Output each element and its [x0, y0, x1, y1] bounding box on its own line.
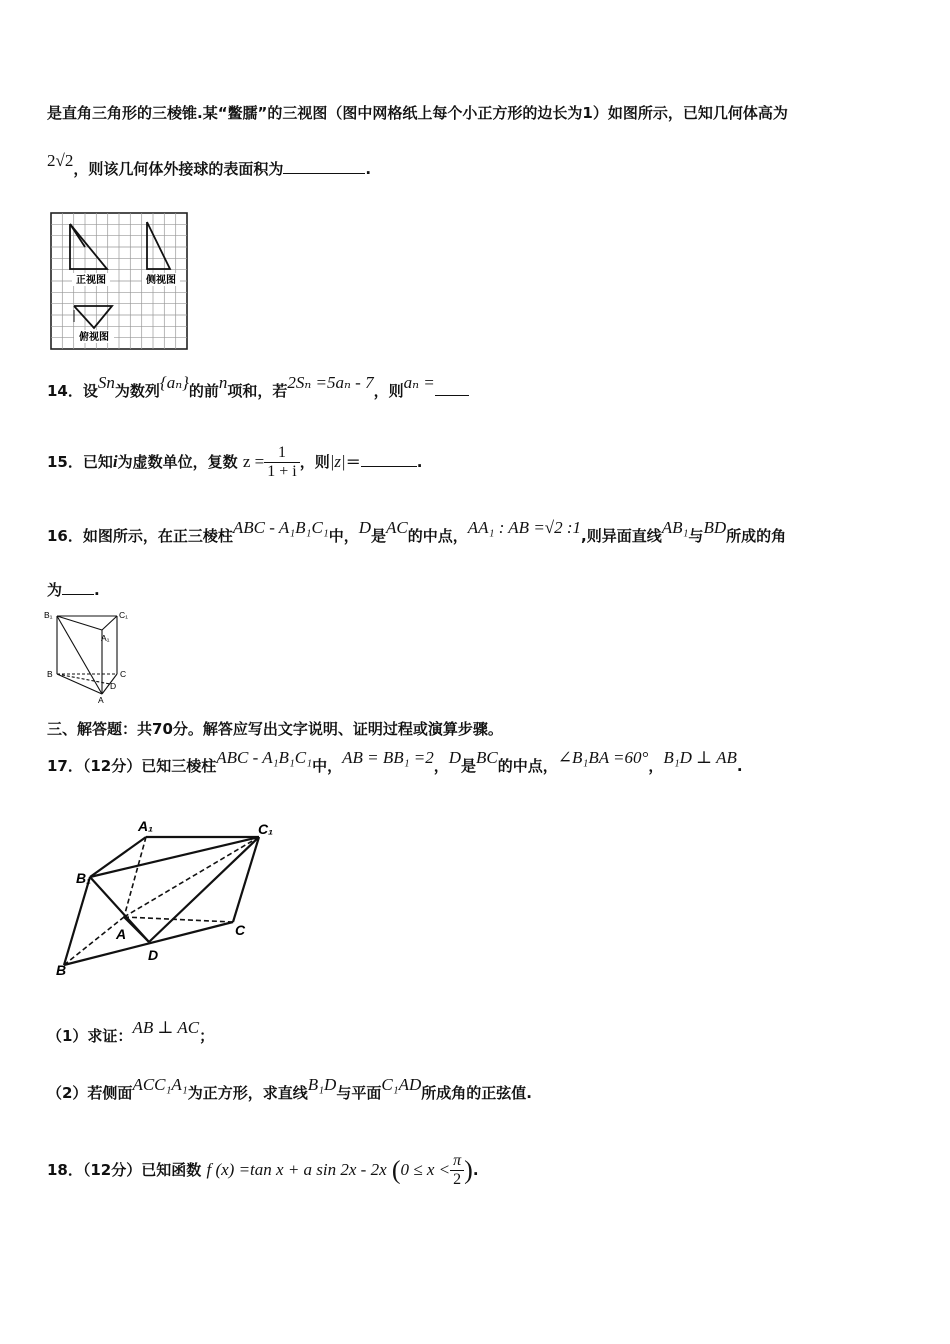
label-b1: B₁	[76, 870, 92, 886]
edge-b1b	[64, 877, 90, 965]
edge-a1a-hidden	[124, 837, 146, 917]
problem-15	[47, 444, 422, 481]
p15-i: i	[112, 452, 118, 471]
p16-t4: ,则异面直线	[581, 527, 662, 545]
p15-t1: 为虚数单位，复数	[117, 453, 238, 471]
label-a1: A₁	[138, 818, 154, 834]
label-b: B	[47, 669, 53, 679]
edge-ac-hidden	[124, 917, 233, 922]
p17-question-1	[47, 1018, 215, 1046]
answer-blank-15	[361, 452, 417, 467]
p18-cond-left: 0 ≤ x <	[400, 1160, 451, 1179]
p15-z: z =	[242, 452, 265, 471]
p18-end: .	[472, 1161, 479, 1179]
p16-line2: 为	[47, 581, 63, 599]
problem-14	[47, 373, 469, 401]
p16-t6: 所成的角	[726, 527, 787, 545]
p16-t3: 的中点，	[407, 527, 468, 545]
q2-line: B₁D	[307, 1075, 337, 1094]
p18-func: f (x) =tan x + a sin 2x - 2x	[206, 1160, 387, 1179]
p16-t5: 与	[688, 527, 704, 545]
q2-t1: 为正方形，求直线	[187, 1084, 308, 1102]
three-view-figure	[50, 212, 190, 352]
q2-label: （2）若侧面	[47, 1084, 133, 1102]
p13-line2	[47, 151, 372, 179]
p15-num: 15．已知	[47, 453, 113, 471]
q2-t2: 与平面	[336, 1084, 382, 1102]
p18-paren-left: (	[391, 1155, 401, 1185]
p16-d: D	[358, 518, 371, 537]
p14-t1: 为数列	[114, 382, 160, 400]
p16-t2: 是	[371, 527, 387, 545]
label-b1: B₁	[44, 610, 53, 620]
label-c1: C₁	[119, 610, 129, 620]
p17-t4: 的中点，	[497, 757, 558, 775]
edge-b1c1	[90, 837, 259, 877]
p16-end: .	[94, 581, 100, 599]
answer-blank-13	[283, 159, 365, 174]
p14-t2: 的前	[188, 382, 219, 400]
label-a1: A₁	[101, 633, 110, 643]
q1-label: （1）求证：	[47, 1027, 133, 1045]
p18-fraction	[450, 1152, 464, 1189]
p16-ac: AC	[386, 518, 408, 537]
p16-num: 16．如图所示，在正三棱柱	[47, 527, 233, 545]
problem-16	[47, 518, 787, 546]
p13-line2-text: ，则该几何体外接球的表面积为	[73, 160, 284, 178]
problem-17	[47, 748, 743, 776]
answer-blank-14	[435, 381, 469, 396]
p17-angle: ∠B₁BA =60°	[557, 748, 649, 767]
p14-eq: 2Sₙ =5aₙ - 7	[287, 373, 374, 392]
p14-n: n	[218, 373, 228, 392]
q2-face: ACC₁A₁	[132, 1075, 188, 1094]
p17-t3: 是	[461, 757, 477, 775]
label-a: A	[98, 695, 104, 704]
prism-figure-17	[52, 815, 282, 980]
label-c: C	[235, 922, 246, 938]
p17-t5: ，	[648, 757, 664, 775]
p13-end: .	[365, 160, 372, 178]
edge-c1a1	[102, 616, 117, 630]
p15-frac-den: 1 + i	[267, 463, 297, 480]
p17-d: D	[448, 748, 462, 767]
p15-t2: ，则	[299, 453, 330, 471]
p16-ab1: AB₁	[661, 518, 689, 537]
p14-t3: 项和，若	[227, 382, 288, 400]
label-c: C	[120, 669, 127, 679]
segment-ad	[124, 917, 149, 942]
p15-absz: |z|	[329, 452, 346, 471]
front-view-label: 正视图	[76, 275, 106, 286]
p15-t3: ＝	[345, 453, 361, 471]
answer-blank-16	[62, 580, 94, 595]
p14-t4: ，则	[373, 382, 404, 400]
section-3-header: 三、解答题：共70分。解答应写出文字说明、证明过程或演算步骤。	[47, 720, 503, 738]
q2-plane: C₁AD	[381, 1075, 422, 1094]
label-d: D	[110, 681, 117, 691]
p17-end: .	[736, 757, 743, 775]
p17-perp: B₁D ⊥ AB	[663, 748, 737, 767]
p17-bc: BC	[476, 748, 498, 767]
p14-an-seq: {aₙ}	[159, 373, 189, 392]
p15-fraction	[264, 444, 299, 481]
q1-expr: AB ⊥ AC	[132, 1018, 200, 1037]
p14-ans: aₙ =	[403, 373, 435, 392]
problem-16-line2	[47, 579, 100, 600]
label-b: B	[56, 962, 67, 978]
p18-frac-num: π	[450, 1152, 464, 1171]
label-d: D	[148, 947, 159, 963]
side-view-label: 侧视图	[146, 275, 176, 286]
p13-line1: 是直角三角形的三棱锥.某“鳖臑”的三视图（图中网格纸上每个小正方形的边长为1）如图所示，已知几何体高为	[47, 104, 788, 122]
p17-prism: ABC - A₁B₁C₁	[216, 748, 313, 767]
height-value: 2√2	[47, 151, 74, 170]
p17-num: 17．（12分）已知三棱柱	[47, 757, 217, 775]
q1-end: ；	[199, 1027, 215, 1045]
p17-question-2	[47, 1075, 532, 1103]
label-c1: C₁	[258, 821, 274, 837]
q2-t3: 所成角的正弦值.	[421, 1084, 532, 1102]
p17-t1: 中，	[312, 757, 343, 775]
p15-end: .	[416, 453, 423, 471]
edge-ba	[57, 674, 102, 694]
p17-t2: ，	[433, 757, 449, 775]
top-view-label: 俯视图	[79, 332, 109, 343]
label-a: A	[116, 926, 127, 942]
problem-18	[47, 1152, 479, 1189]
p15-frac-num: 1	[264, 444, 299, 463]
p18-num: 18．（12分）已知函数	[47, 1161, 202, 1179]
p17-eq1: AB = BB₁ =2	[342, 748, 434, 767]
p14-num: 14．设	[47, 382, 98, 400]
p16-bd: BD	[703, 518, 727, 537]
prism-figure-16	[40, 606, 140, 704]
p16-t1: 中，	[328, 527, 359, 545]
p18-frac-den: 2	[453, 1171, 462, 1188]
p16-prism: ABC - A₁B₁C₁	[232, 518, 329, 537]
p14-sn: Sn	[97, 373, 115, 392]
p16-ratio: AA₁ : AB =√2 :1	[467, 518, 582, 537]
p18-paren-right: )	[464, 1155, 473, 1185]
